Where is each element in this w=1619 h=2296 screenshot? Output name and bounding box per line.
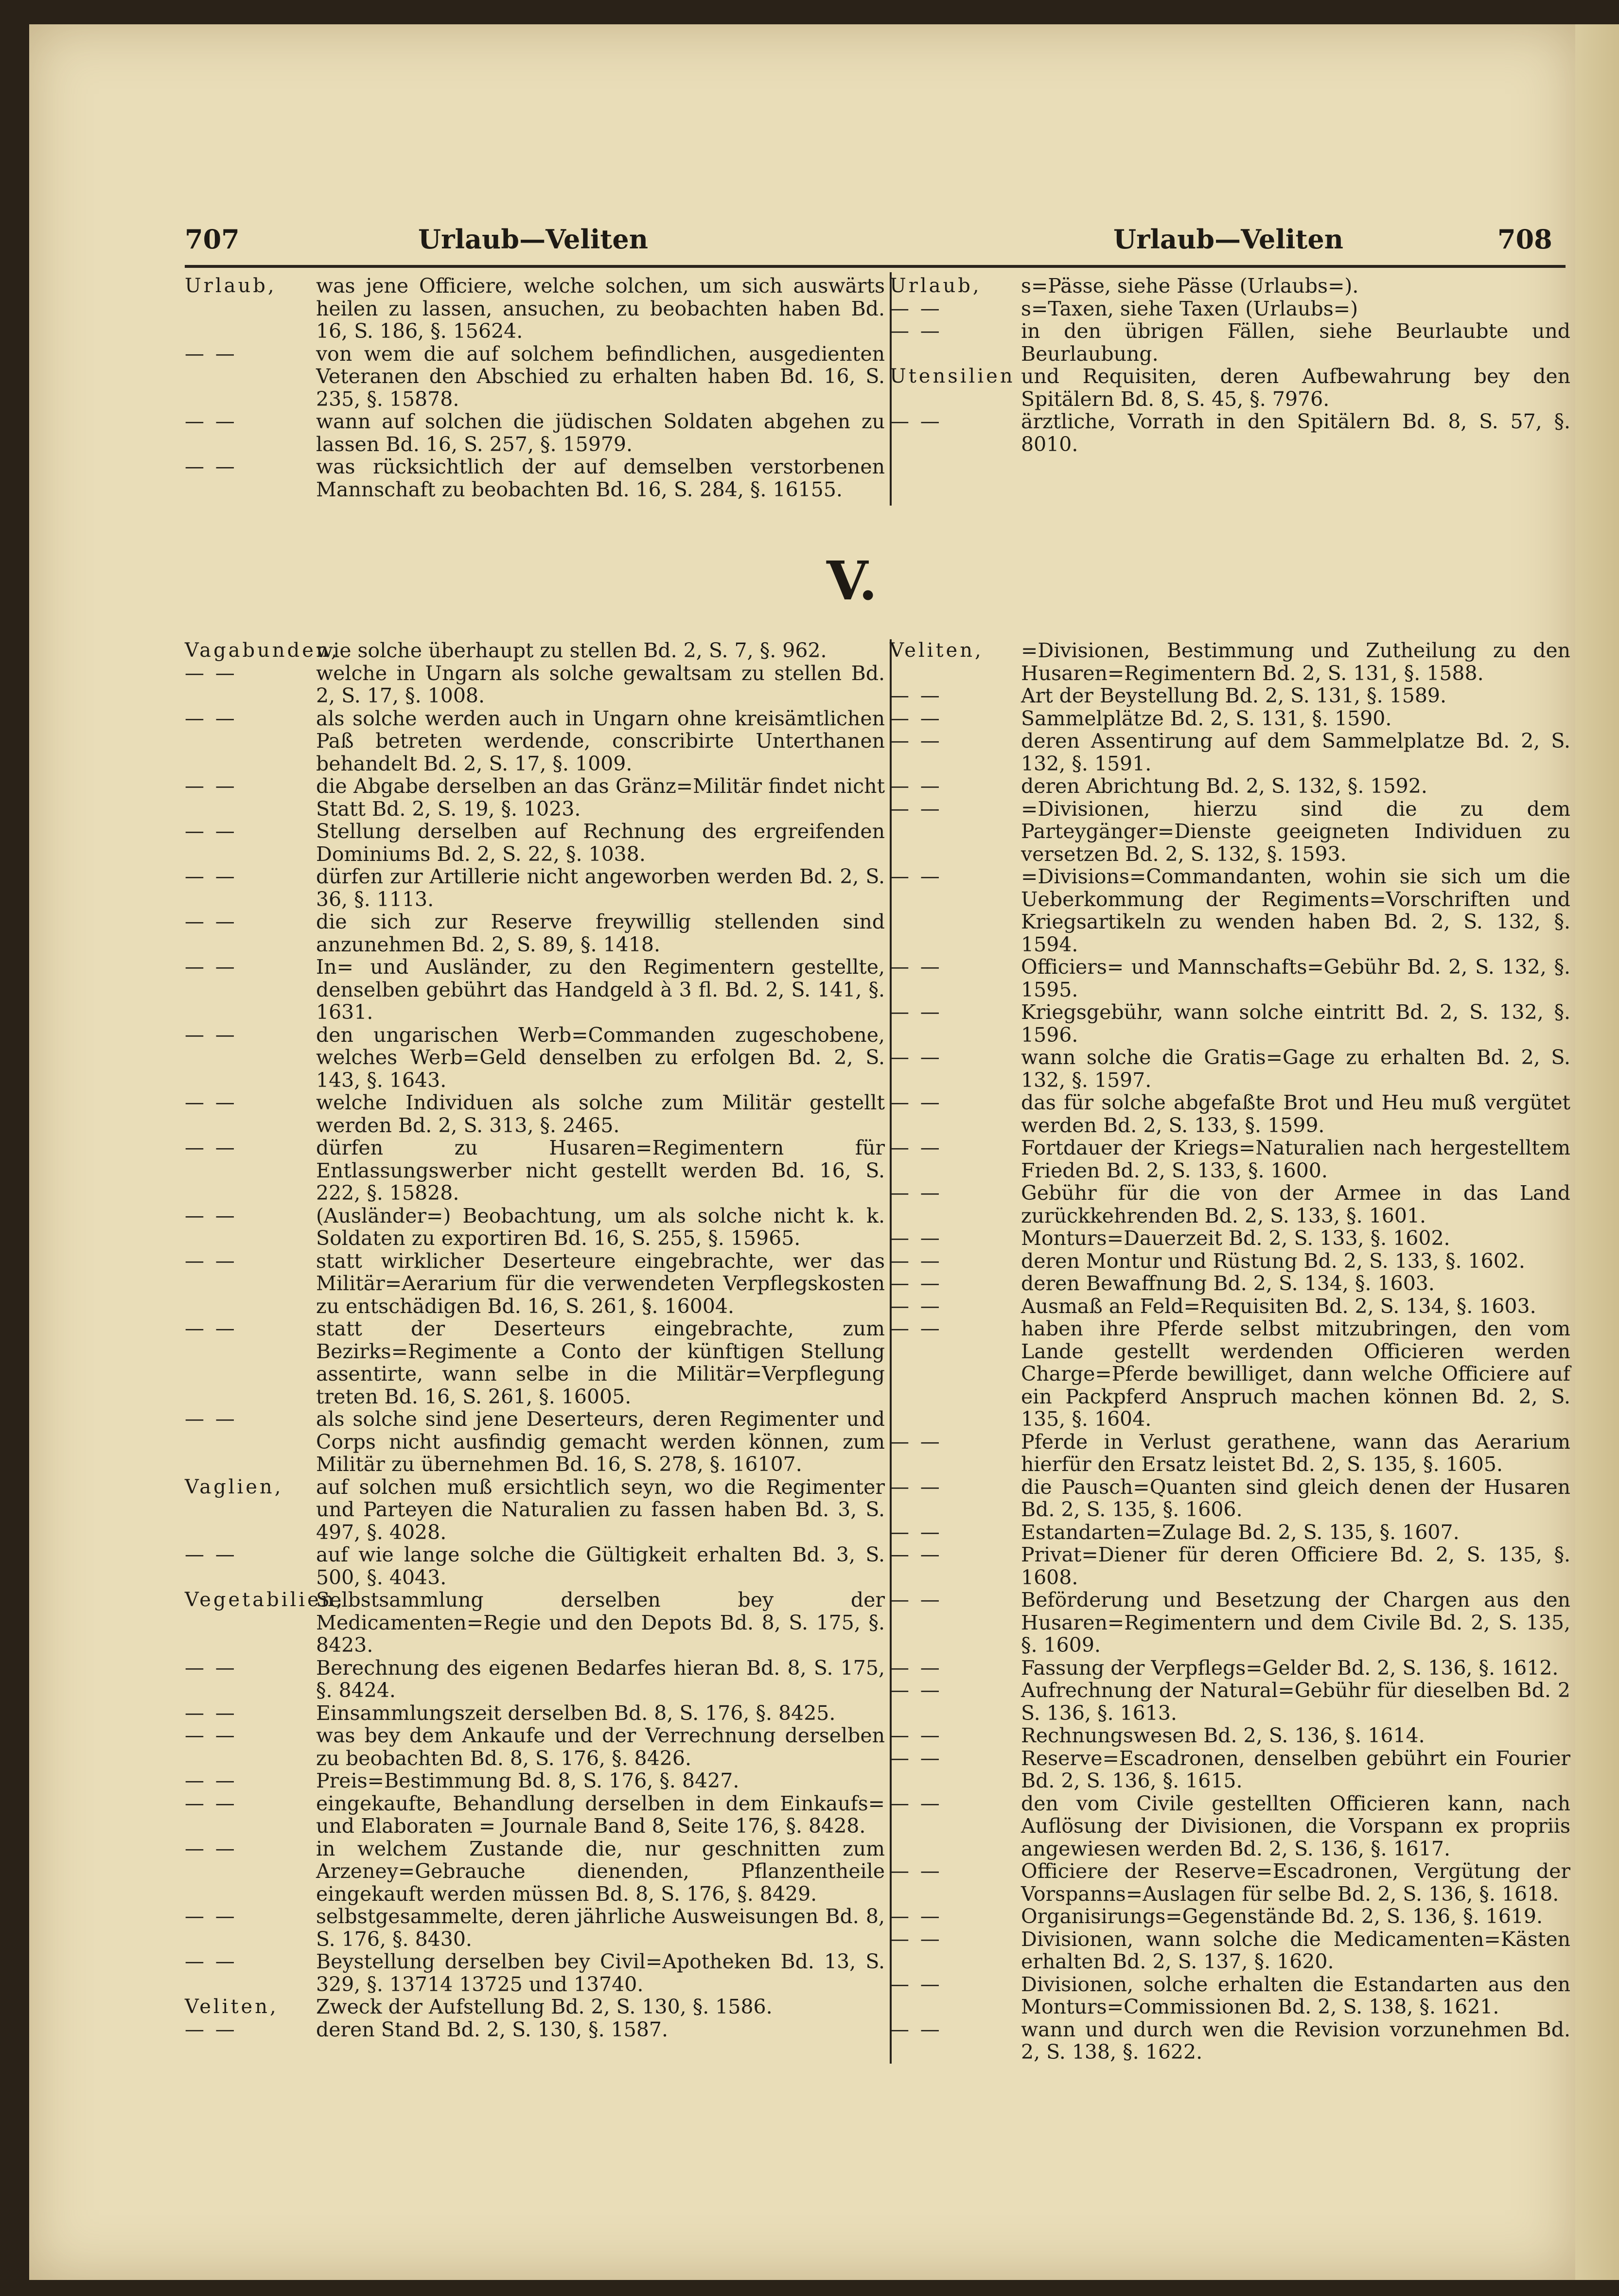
- entry-keyword: — —: [185, 1837, 237, 1860]
- entry-text: Pferde in Verlust gerathene, wann das Aerarium hierfür den Ersatz leistet Bd. 2, S. 135, §. 1605.: [1021, 1430, 1570, 1476]
- entry-text: Selbstsammlung derselben bey der Medicamenten=Regie und den Depots Bd. 8, S. 175, §. 8423.: [316, 1588, 885, 1657]
- index-entry: [890, 707, 1570, 730]
- facing-page-edge: [1575, 24, 1619, 2280]
- entry-keyword: — —: [185, 1792, 237, 1815]
- entry-text: was jene Officiere, welche solchen, um sich auswärts heilen zu lassen, ansuchen, zu beobachten haben Bd. 16, S. 186, §. 15624.: [316, 274, 885, 343]
- entry-text: Aufrechnung der Natural=Gebühr für dieselben Bd. 2 S. 136, §. 1613.: [1021, 1679, 1570, 1725]
- entry-keyword: — —: [185, 1204, 237, 1227]
- entry-text: haben ihre Pferde selbst mitzubringen, den vom Lande gestellt werdenden Officieren werden Charge=Pferde bewilliget, dann welche Officiere auf ein Packpferd Anspruch machen können Bd. 2, S. 135, §. 1604.: [1021, 1317, 1570, 1431]
- index-entry: [890, 1182, 1570, 1227]
- entry-text: den ungarischen Werb=Commanden zugeschobene, welches Werb=Geld denselben zu erfolgen Bd. 2, S. 143, §. 1643.: [316, 1023, 885, 1092]
- entry-text: eingekaufte, Behandlung derselben in dem Einkaufs= und Elaboraten = Journale Band 8, Seite 176, §. 8428.: [316, 1791, 885, 1838]
- entry-text: Einsammlungszeit derselben Bd. 8, S. 176, §. 8425.: [316, 1701, 836, 1725]
- entry-text: Fortdauer der Kriegs=Naturalien nach hergestelltem Frieden Bd. 2, S. 133, §. 1600.: [1021, 1136, 1570, 1182]
- index-entry: [185, 1137, 885, 1205]
- index-entry: [185, 1770, 885, 1792]
- entry-keyword: — —: [185, 1770, 237, 1792]
- entry-text: Kriegsgebühr, wann solche eintritt Bd. 2, S. 132, §. 1596.: [1021, 1000, 1570, 1047]
- index-entry: [890, 1657, 1570, 1680]
- header-rule: [185, 265, 1566, 268]
- entry-keyword: — —: [185, 775, 237, 797]
- entry-keyword: — —: [890, 1249, 942, 1272]
- entry-keyword: — —: [890, 956, 942, 978]
- index-entry: [185, 1250, 885, 1318]
- index-entry: [890, 1227, 1570, 1250]
- entry-text: Officiers= und Mannschafts=Gebühr Bd. 2, S. 132, §. 1595.: [1021, 955, 1570, 1001]
- entry-text: statt der Deserteurs eingebrachte, zum Bezirks=Regimente a Conto der künftigen Stellung assentirte, wann selbe in die Militär=Verpflegung treten Bd. 16, S. 261, §. 16005.: [316, 1317, 885, 1408]
- entry-keyword: — —: [185, 820, 237, 842]
- index-entry: [185, 1905, 885, 1950]
- index-entry: [185, 1024, 885, 1092]
- index-entry: [890, 956, 1570, 1001]
- section-letter: V.: [827, 549, 878, 612]
- index-entry: [185, 1091, 885, 1137]
- entry-text: das für solche abgefaßte Brot und Heu muß vergütet werden Bd. 2, S. 133, §. 1599.: [1021, 1091, 1570, 1137]
- index-entry: [890, 684, 1570, 707]
- entry-keyword: — —: [890, 1656, 942, 1679]
- index-entry: [185, 639, 885, 662]
- entry-text: Berechnung des eigenen Bedarfes hieran Bd. 8, S. 175, §. 8424.: [316, 1656, 885, 1702]
- entry-keyword: — —: [890, 797, 942, 820]
- entry-keyword: — —: [185, 1023, 237, 1046]
- entry-text: wann solche die Gratis=Gage zu erhalten Bd. 2, S. 132, §. 1597.: [1021, 1046, 1570, 1092]
- index-entry: [890, 1091, 1570, 1137]
- index-entry: [890, 865, 1570, 956]
- entry-keyword: — —: [185, 956, 237, 978]
- entry-text: Monturs=Dauerzeit Bd. 2, S. 133, §. 1602.: [1021, 1227, 1450, 1250]
- page-number-right: 708: [1497, 224, 1552, 255]
- entry-text: welche Individuen als solche zum Militär gestellt werden Bd. 2, S. 313, §. 2465.: [316, 1091, 885, 1137]
- index-entry: [890, 1792, 1570, 1860]
- header-title-right: Urlaub—Veliten: [1113, 224, 1343, 255]
- index-entry: [185, 1838, 885, 1906]
- entry-keyword: — —: [185, 1543, 237, 1566]
- entry-text: Estandarten=Zulage Bd. 2, S. 135, §. 1607.: [1021, 1520, 1460, 1544]
- index-entry: [890, 320, 1570, 365]
- entry-text: deren Assentirung auf dem Sammelplatze Bd. 2, S. 132, §. 1591.: [1021, 729, 1570, 775]
- entry-text: von wem die auf solchem befindlichen, ausgedienten Veteranen den Abschied zu erhalten haben Bd. 16, S. 235, §. 15878.: [316, 342, 885, 411]
- entry-keyword: — —: [890, 1317, 942, 1340]
- entry-text: (Ausländer=) Beobachtung, um als solche nicht k. k. Soldaten zu exportiren Bd. 16, S. 255, §. 15965.: [316, 1204, 885, 1250]
- entry-keyword: — —: [890, 410, 942, 433]
- index-entry: [185, 456, 885, 501]
- entry-keyword: — —: [890, 1792, 942, 1815]
- index-entry: [185, 2018, 885, 2041]
- entry-text: die Abgabe derselben an das Gränz=Militär findet nicht Statt Bd. 2, S. 19, §. 1023.: [316, 774, 885, 821]
- entry-text: was bey dem Ankaufe und der Verrechnung derselben zu beobachten Bd. 8, S. 176, §. 8426.: [316, 1724, 885, 1770]
- entry-text: =Divisions=Commandanten, wohin sie sich um die Ueberkommung der Regiments=Vorschriften und Kriegsartikeln zu wenden haben Bd. 2, S. 132, §. 1594.: [1021, 865, 1570, 956]
- entry-keyword: — —: [185, 707, 237, 730]
- entry-keyword: — —: [890, 1928, 942, 1950]
- entry-text: s=Pässe, siehe Pässe (Urlaubs=).: [1021, 274, 1359, 298]
- index-entry: [890, 1724, 1570, 1747]
- entry-keyword: — —: [185, 456, 237, 478]
- entry-text: selbstgesammelte, deren jährliche Ausweisungen Bd. 8, S. 176, §. 8430.: [316, 1905, 885, 1951]
- index-entry: [185, 865, 885, 911]
- entry-keyword: Veliten,: [890, 639, 984, 662]
- entry-keyword: — —: [185, 662, 237, 684]
- entry-keyword: Vaglien,: [185, 1475, 283, 1498]
- entry-text: In= und Ausländer, zu den Regimentern gestellte, denselben gebührt das Handgeld à 3 fl. Bd. 2, S. 141, §. 1631.: [316, 955, 885, 1024]
- index-entry: [185, 775, 885, 820]
- index-entry: [185, 1476, 885, 1544]
- entry-text: Privat=Diener für deren Officiere Bd. 2, S. 135, §. 1608.: [1021, 1543, 1570, 1589]
- entry-text: Divisionen, solche erhalten die Estandarten aus den Monturs=Commissionen Bd. 2, S. 138, §. 1621.: [1021, 1972, 1570, 2018]
- index-entry: [185, 1205, 885, 1250]
- entry-keyword: — —: [890, 1589, 942, 1611]
- index-entry: [890, 1250, 1570, 1273]
- entry-text: Divisionen, wann solche die Medicamenten=Kästen erhalten Bd. 2, S. 137, §. 1620.: [1021, 1927, 1570, 1973]
- entry-text: dürfen zur Artillerie nicht angeworben werden Bd. 2, S. 36, §. 1113.: [316, 865, 885, 911]
- entry-keyword: — —: [185, 410, 237, 433]
- entry-text: statt wirklicher Deserteure eingebrachte, wer das Militär=Aerarium für die verwendeten Verpflegskosten zu entschädigen Bd. 16, S. 261, §. 16004.: [316, 1249, 885, 1318]
- entry-text: Organisirungs=Gegenstände Bd. 2, S. 136, §. 1619.: [1021, 1905, 1543, 1928]
- entry-keyword: — —: [890, 1521, 942, 1543]
- index-entry: [890, 1973, 1570, 2018]
- entry-keyword: — —: [890, 1001, 942, 1023]
- entry-text: in welchem Zustande die, nur geschnitten zum Arzeney=Gebrauche dienenden, Pflanzentheile eingekauft werden müssen Bd. 8, S. 176, §. 8429.: [316, 1837, 885, 1906]
- entry-text: Stellung derselben auf Rechnung des ergreifenden Dominiums Bd. 2, S. 22, §. 1038.: [316, 820, 885, 866]
- entry-text: auf wie lange solche die Gültigkeit erhalten Bd. 3, S. 500, §. 4043.: [316, 1543, 885, 1589]
- index-entry: [185, 1589, 885, 1657]
- index-entry: [890, 1747, 1570, 1792]
- entry-text: Zweck der Aufstellung Bd. 2, S. 130, §. 1586.: [316, 1995, 773, 2018]
- index-entry: [185, 1543, 885, 1589]
- entry-keyword: — —: [890, 1905, 942, 1928]
- index-entry: [185, 1657, 885, 1702]
- entry-text: und Requisiten, deren Aufbewahrung bey den Spitälern Bd. 8, S. 45, §. 7976.: [1021, 365, 1570, 411]
- entry-keyword: — —: [890, 1430, 942, 1453]
- entry-text: als solche sind jene Deserteurs, deren Regimenter und Corps nicht ausfindig gemacht werden können, zum Militär zu übernehmen Bd. 16, S. 278, §. 16107.: [316, 1407, 885, 1476]
- entry-keyword: Urlaub,: [890, 275, 982, 297]
- index-entry: [890, 1589, 1570, 1657]
- entry-text: als solche werden auch in Ungarn ohne kreisämtlichen Paß betreten werdende, conscribirte Unterthanen behandelt Bd. 2, S. 17, §. 1009.: [316, 706, 885, 775]
- entry-text: in den übrigen Fällen, siehe Beurlaubte und Beurlaubung.: [1021, 319, 1570, 366]
- index-entry: [185, 1317, 885, 1408]
- entry-keyword: — —: [890, 1182, 942, 1204]
- entry-text: wann auf solchen die jüdischen Soldaten abgehen zu lassen Bd. 16, S. 257, §. 15979.: [316, 410, 885, 456]
- book-page: [29, 24, 1575, 2280]
- index-entry: [890, 275, 1570, 298]
- entry-keyword: — —: [890, 707, 942, 730]
- entry-text: s=Taxen, siehe Taxen (Urlaubs=): [1021, 297, 1358, 320]
- index-entry: [185, 1996, 885, 2018]
- entry-text: Gebühr für die von der Armee in das Land zurückkehrenden Bd. 2, S. 133, §. 1601.: [1021, 1181, 1570, 1227]
- entry-text: Beförderung und Besetzung der Chargen aus den Husaren=Regimentern und dem Civile Bd. 2, S. 135, §. 1609.: [1021, 1588, 1570, 1657]
- index-entry: [185, 1702, 885, 1725]
- index-entry: [185, 911, 885, 956]
- entry-keyword: — —: [185, 1137, 237, 1159]
- entry-keyword: — —: [185, 342, 237, 365]
- page-number-left: 707: [185, 224, 240, 255]
- entry-text: Reserve=Escadronen, denselben gebührt ein Fourier Bd. 2, S. 136, §. 1615.: [1021, 1746, 1570, 1792]
- entry-text: Preis=Bestimmung Bd. 8, S. 176, §. 8427.: [316, 1769, 739, 1792]
- index-entry: [185, 820, 885, 865]
- entry-keyword: Utensilien: [890, 365, 1015, 387]
- index-entry: [890, 639, 1570, 684]
- entry-keyword: — —: [890, 1137, 942, 1159]
- entry-text: wann und durch wen die Revision vorzunehmen Bd. 2, S. 138, §. 1622.: [1021, 2017, 1570, 2064]
- index-entry: [890, 1679, 1570, 1724]
- index-entry: [185, 1408, 885, 1476]
- index-entry: [185, 343, 885, 411]
- entry-keyword: — —: [890, 1272, 942, 1295]
- index-entry: [890, 2018, 1570, 2064]
- entry-keyword: — —: [890, 297, 942, 320]
- entry-text: welche in Ungarn als solche gewaltsam zu stellen Bd. 2, S. 17, §. 1008.: [316, 661, 885, 707]
- index-entry: [890, 1317, 1570, 1431]
- index-entry: [890, 1543, 1570, 1589]
- entry-text: Art der Beystellung Bd. 2, S. 131, §. 1589.: [1021, 684, 1447, 707]
- entry-keyword: — —: [890, 1679, 942, 1701]
- index-entry: [890, 365, 1570, 410]
- index-entry: [185, 1792, 885, 1838]
- entry-keyword: — —: [890, 865, 942, 888]
- index-entry: [890, 1272, 1570, 1295]
- header-title-left: Urlaub—Veliten: [418, 224, 648, 255]
- index-entry: [185, 1724, 885, 1770]
- running-header: [29, 224, 1575, 263]
- entry-text: deren Stand Bd. 2, S. 130, §. 1587.: [316, 2017, 669, 2041]
- entry-keyword: — —: [185, 1950, 237, 1973]
- entry-text: den vom Civile gestellten Officieren kann, nach Auflösung der Divisionen, die Vorspann ex propriis angewiesen werden Bd. 2, S. 136, §. 1617.: [1021, 1791, 1570, 1860]
- entry-keyword: — —: [185, 1724, 237, 1747]
- index-entry: [185, 662, 885, 707]
- entry-keyword: — —: [890, 1724, 942, 1747]
- entry-text: wie solche überhaupt zu stellen Bd. 2, S. 7, §. 962.: [316, 639, 827, 662]
- entry-keyword: — —: [890, 730, 942, 752]
- entry-text: Officiere der Reserve=Escadronen, Vergütung der Vorspanns=Auslagen für selbe Bd. 2, S. 136, §. 1618.: [1021, 1859, 1570, 1906]
- entry-text: Ausmaß an Feld=Requisiten Bd. 2, S. 134, §. 1603.: [1021, 1294, 1536, 1318]
- entry-keyword: Vagabunden,: [185, 639, 340, 662]
- entry-keyword: — —: [185, 1701, 237, 1724]
- entry-keyword: — —: [185, 1249, 237, 1272]
- index-entry: [185, 707, 885, 775]
- entry-text: deren Bewaffnung Bd. 2, S. 134, §. 1603.: [1021, 1272, 1435, 1295]
- entry-keyword: — —: [185, 911, 237, 933]
- entry-text: ärztliche, Vorrath in den Spitälern Bd. 8, S. 57, §. 8010.: [1021, 410, 1570, 456]
- index-entry: [185, 275, 885, 343]
- top-left-column: [185, 275, 885, 501]
- entry-text: die Pausch=Quanten sind gleich denen der Husaren Bd. 2, S. 135, §. 1606.: [1021, 1475, 1570, 1521]
- index-entry: [890, 1001, 1570, 1046]
- entry-keyword: — —: [185, 1091, 237, 1114]
- entry-keyword: — —: [890, 1475, 942, 1498]
- entry-keyword: — —: [185, 1905, 237, 1928]
- index-entry: [185, 956, 885, 1024]
- entry-keyword: — —: [890, 1860, 942, 1882]
- index-entry: [185, 1950, 885, 1996]
- entry-text: die sich zur Reserve freywillig stellenden sind anzunehmen Bd. 2, S. 89, §. 1418.: [316, 910, 885, 956]
- entry-keyword: — —: [185, 1656, 237, 1679]
- index-entry: [890, 775, 1570, 798]
- entry-keyword: — —: [890, 684, 942, 707]
- entry-keyword: — —: [185, 2018, 237, 2041]
- entry-keyword: — —: [890, 1747, 942, 1770]
- index-entry: [890, 1476, 1570, 1521]
- index-entry: [185, 410, 885, 456]
- index-entry: [890, 798, 1570, 866]
- entry-text: Sammelplätze Bd. 2, S. 131, §. 1590.: [1021, 706, 1392, 730]
- index-entry: [890, 1137, 1570, 1182]
- entry-keyword: — —: [890, 1227, 942, 1249]
- entry-keyword: — —: [890, 1973, 942, 1996]
- entry-keyword: — —: [185, 1408, 237, 1430]
- index-entry: [890, 298, 1570, 320]
- entry-keyword: — —: [890, 1091, 942, 1114]
- index-entry: [890, 1905, 1570, 1928]
- entry-text: deren Montur und Rüstung Bd. 2, S. 133, §. 1602.: [1021, 1249, 1525, 1273]
- entry-keyword: — —: [890, 775, 942, 797]
- entry-text: deren Abrichtung Bd. 2, S. 132, §. 1592.: [1021, 774, 1427, 798]
- entry-text: =Divisionen, Bestimmung und Zutheilung zu den Husaren=Regimentern Bd. 2, S. 131, §. 1588.: [1021, 639, 1570, 685]
- entry-keyword: Vegetabilien,: [185, 1589, 345, 1611]
- entry-text: =Divisionen, hierzu sind die zu dem Parteygänger=Dienste geeigneten Individuen zu versetzen Bd. 2, S. 132, §. 1593.: [1021, 797, 1570, 866]
- entry-keyword: Urlaub,: [185, 275, 277, 297]
- entry-text: Fassung der Verpflegs=Gelder Bd. 2, S. 136, §. 1612.: [1021, 1656, 1559, 1680]
- index-entry: [890, 410, 1570, 456]
- entry-keyword: — —: [185, 1317, 237, 1340]
- index-entry: [890, 1046, 1570, 1091]
- entry-keyword: — —: [890, 1543, 942, 1566]
- entry-text: auf solchen muß ersichtlich seyn, wo die Regimenter und Parteyen die Naturalien zu fassen haben Bd. 3, S. 497, §. 4028.: [316, 1475, 885, 1544]
- index-entry: [890, 730, 1570, 775]
- right-column: [890, 639, 1570, 2064]
- top-right-column: [890, 275, 1570, 456]
- index-entry: [890, 1521, 1570, 1544]
- left-column: [185, 639, 885, 2041]
- entry-keyword: Veliten,: [185, 1996, 279, 2018]
- entry-text: dürfen zu Husaren=Regimentern für Entlassungswerber nicht gestellt werden Bd. 16, S. 222, §. 15828.: [316, 1136, 885, 1205]
- entry-keyword: — —: [890, 2018, 942, 2041]
- index-entry: [890, 1928, 1570, 1973]
- index-entry: [890, 1295, 1570, 1318]
- entry-text: Rechnungswesen Bd. 2, S. 136, §. 1614.: [1021, 1724, 1425, 1747]
- entry-text: was rücksichtlich der auf demselben verstorbenen Mannschaft zu beobachten Bd. 16, S. 284, §. 16155.: [316, 455, 885, 501]
- index-entry: [890, 1431, 1570, 1476]
- entry-keyword: — —: [890, 1046, 942, 1069]
- entry-keyword: — —: [890, 1295, 942, 1317]
- entry-keyword: — —: [185, 865, 237, 888]
- entry-keyword: — —: [890, 320, 942, 342]
- entry-text: Beystellung derselben bey Civil=Apotheken Bd. 13, S. 329, §. 13714 13725 und 13740.: [316, 1950, 885, 1996]
- index-entry: [890, 1860, 1570, 1905]
